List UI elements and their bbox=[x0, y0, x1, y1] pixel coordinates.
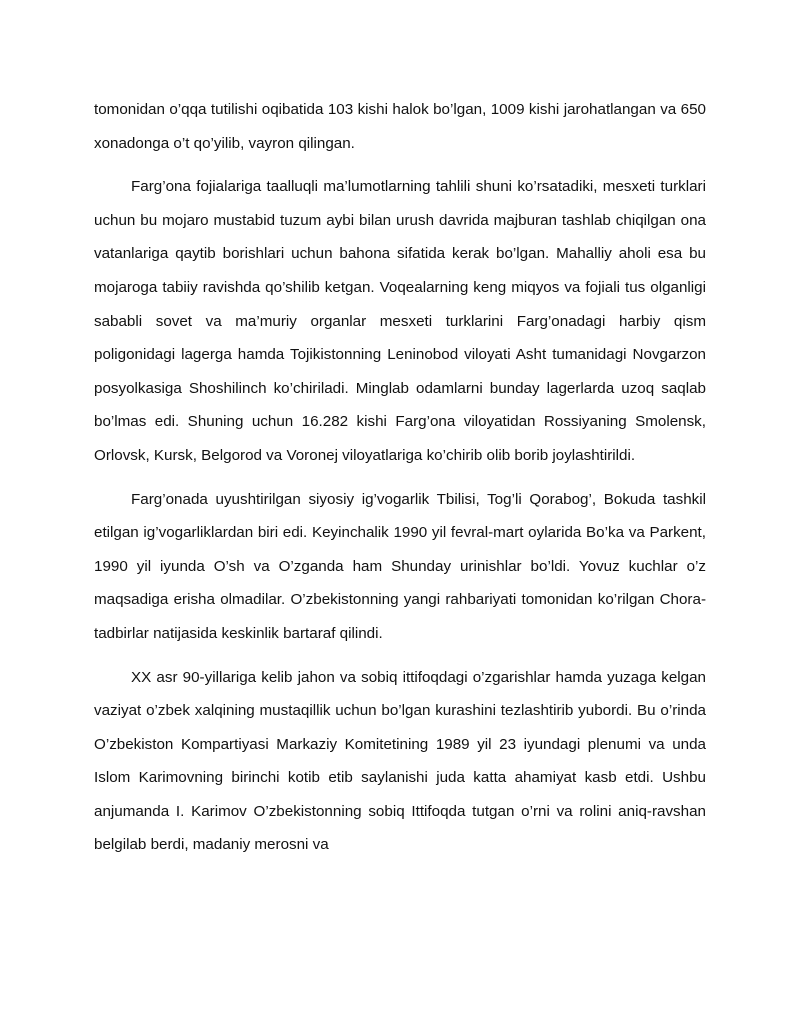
paragraph-independence-struggle: XX asr 90-yillariga kelib jahon va sobiq ittifoqdagi o’zgarishlar hamda yuzaga kelgan vaziyat o’zbek xalqining mustaqillik uchun bo’lgan kurashini tezlashtirib yubordi. Bu o’rinda O’zbekiston Kompartiyasi Markaziy Komitetining 1989 yil 23 iyundagi plenumi va unda Islom Karimovning birinchi kotib etib saylanishi juda katta ahamiyat kasb etdi. Ushbu anjumanda I. Karimov O’zbekistonning sobiq Ittifoqda tutgan o’rni va rolini aniq-ravshan belgilab berdi, madaniy merosni va bbox=[94, 668, 706, 854]
paragraph-provocation: Farg’onada uyushtirilgan siyosiy ig’vogarlik Tbilisi, Tog’li Qorabog’, Bokuda tashkil etilgan ig’vogarliklardan biri edi. Keyinchalik 1990 yil fevral-mart oylarida Bo’ka va Parkent, 1990 yil iyunda O’sh va O’zganda ham Shunday urinishlar bo’ldi. Yovuz kuchlar o’z maqsadiga erisha olmadilar. O’zbekistonning yangi rahbariyati tomonidan ko’rilgan Chora-tadbirlar natijasida keskinlik bartaraf qilindi. bbox=[94, 490, 706, 642]
paragraph-fergana-tragedy: Farg’ona fojialariga taalluqli ma’lumotlarning tahlili shuni ko’rsatadiki, mesxeti turklari uchun bu mojaro mustabid tuzum aybi bilan urush davrida majburan tashlab chiqilgan ona vatanlariga qaytib borishlari uchun bahona sifatida kerak bo’lgan. Mahalliy aholi esa bu mojaroga tabiiy ravishda qo’shilib ketgan. Voqealarning keng miqyos va fojiali tus olganligi sababli sovet va ma’muriy organlar mesxeti turklarini Farg’onadagi harbiy qism poligonidagi lagerga hamda Tojikistonning Leninobod viloyati Asht tumanidagi Novgarzon posyolkasiga Shoshilinch ko’chiriladi. Minglab odamlarni bunday lagerlarda uzoq saqlab bo’lmas edi. Shuning uchun 16.282 kishi Farg’ona viloyatidan Rossiyaning Smolensk, Orlovsk, Kursk, Belgorod va Voronej viloyatlariga ko’chirib olib borib joylashtirildi. bbox=[94, 178, 706, 464]
document-page bbox=[94, 93, 706, 862]
paragraph-continuation: tomonidan o’qqa tutilishi oqibatida 103 kishi halok bo’lgan, 1009 kishi jarohatlangan va 650 xonadonga o’t qo’yilib, vayron qilingan. bbox=[94, 101, 706, 152]
